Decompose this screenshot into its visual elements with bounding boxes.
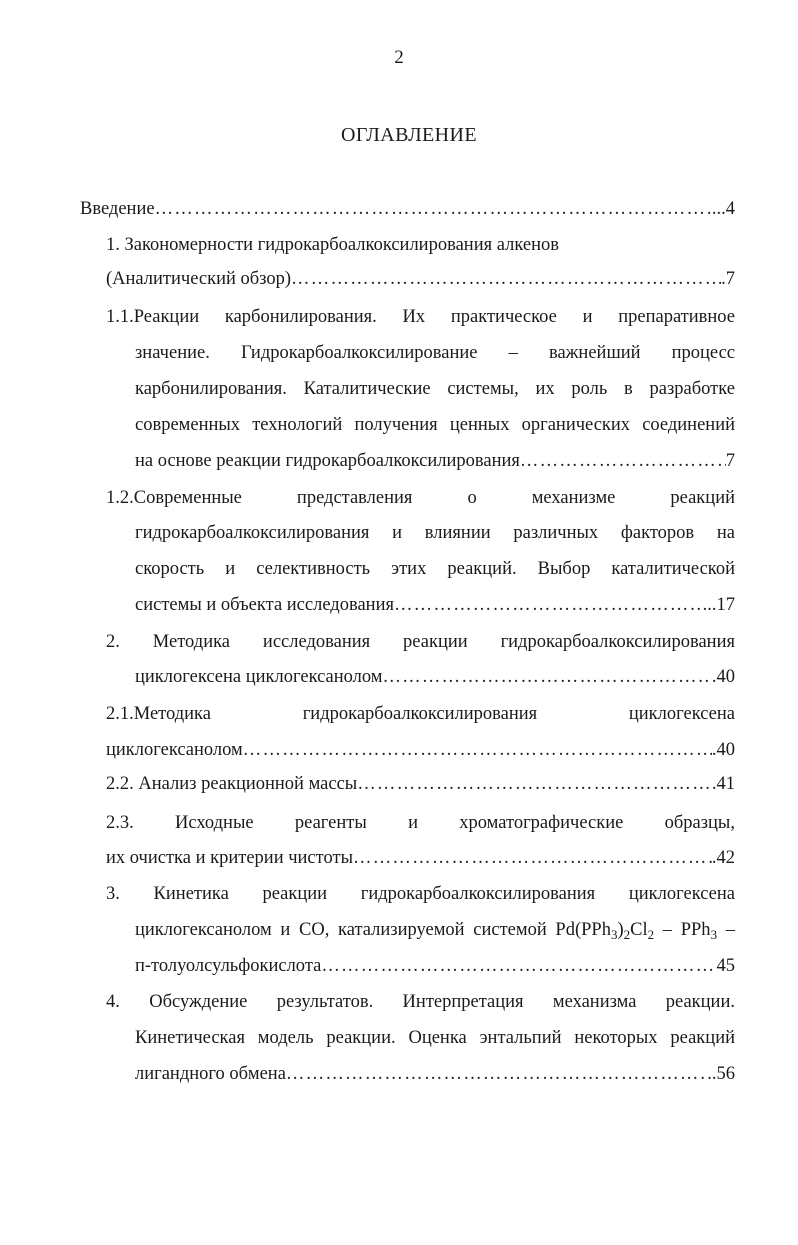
toc-entry-ch4[interactable]	[135, 1063, 735, 1085]
toc-entry-1-1-line4[interactable]: современных технологий получения ценных органических соединений	[135, 415, 735, 435]
dot-leader	[291, 268, 721, 290]
toc-entry-text: их очистка и критерии чистоты	[106, 848, 354, 868]
dot-leader	[394, 594, 707, 616]
toc-page-number: ..56	[707, 1064, 735, 1084]
dot-leader	[286, 1063, 707, 1085]
toc-entry-ch3[interactable]	[135, 955, 735, 977]
formula-text: циклогексанолом и СО, катализируемой системой Pd(PPh	[135, 920, 611, 940]
dot-leader	[520, 450, 726, 472]
toc-entry-ch2[interactable]	[135, 666, 735, 688]
toc-page-number: .40	[711, 667, 735, 687]
formula-text: )	[617, 920, 624, 940]
toc-entry-text: системы и объекта исследования	[135, 595, 394, 615]
toc-entry-2-2[interactable]	[106, 773, 735, 795]
toc-entry-ch2-line1[interactable]: 2. Методика исследования реакции гидрокарбоалкоксилирования	[106, 632, 735, 652]
toc-entry-ch3-line1[interactable]: 3. Кинетика реакции гидрокарбоалкоксилирования циклогексена	[106, 884, 735, 904]
toc-entry-text: циклогексена циклогексанолом	[135, 667, 383, 687]
toc-entry-1-1-line1[interactable]: 1.1.Реакции карбонилирования. Их практическое и препаративное	[106, 307, 735, 327]
toc-entry-2-1-line1[interactable]: 2.1.Методика гидрокарбоалкоксилирования циклогексена	[106, 704, 735, 724]
toc-page-number: 7	[725, 451, 735, 471]
toc-entry-text: на основе реакции гидрокарбоалкоксилирования	[135, 451, 520, 471]
toc-entry-1-2-line2[interactable]: гидрокарбоалкоксилирования и влиянии различных факторов на	[135, 523, 735, 543]
toc-entry-2-1[interactable]	[106, 739, 735, 761]
toc-entry-1-2-line1[interactable]: 1.2.Современные представления о механизме реакций	[106, 488, 735, 508]
toc-entry-ch3-line2[interactable]	[135, 919, 735, 941]
toc-entry-1-2[interactable]	[135, 594, 735, 616]
page-title: ОГЛАВЛЕНИЕ	[341, 124, 477, 146]
toc-entry-1-1-line3[interactable]: карбонилирования. Каталитические системы, их роль в разработке	[135, 379, 735, 399]
formula-subscript: 2	[647, 927, 655, 942]
toc-entry-ch1[interactable]	[106, 268, 735, 290]
page-number: 2	[394, 47, 404, 68]
toc-entry-text: циклогексанолом	[106, 740, 243, 760]
toc-page-number: .42	[711, 848, 735, 868]
dot-leader	[155, 198, 712, 220]
toc-page-number: ..17	[707, 595, 735, 615]
formula-text: –	[717, 920, 735, 940]
dot-leader	[243, 739, 712, 761]
toc-entry-ch4-line1[interactable]: 4. Обсуждение результатов. Интерпретация механизма реакции.	[106, 992, 735, 1012]
toc-entry-1-1-line2[interactable]: значение. Гидрокарбоалкоксилирование – важнейший процесс	[135, 343, 735, 363]
toc-page-number: .40	[711, 740, 735, 760]
formula-text: – PPh	[654, 920, 711, 940]
toc-entry-ch4-line2[interactable]: Кинетическая модель реакции. Оценка энтальпий некоторых реакций	[135, 1028, 735, 1048]
toc-page-number: .7	[721, 269, 735, 289]
toc-entry-text: лигандного обмена	[135, 1064, 286, 1084]
toc-entry-1-1[interactable]	[135, 450, 735, 472]
toc-page-number: ...4	[711, 199, 735, 219]
dot-leader	[382, 666, 711, 688]
toc-entry-2-3[interactable]	[106, 847, 735, 869]
toc-page-number: .41	[711, 774, 735, 794]
toc-entry-2-3-line1[interactable]: 2.3. Исходные реагенты и хроматографические образцы,	[106, 813, 735, 833]
toc-entry-text: (Аналитический обзор)	[106, 269, 292, 289]
toc-entry-ch1-line1[interactable]: 1. Закономерности гидрокарбоалкоксилирования алкенов	[106, 235, 559, 255]
formula-subscript: 3	[710, 927, 718, 942]
toc-entry-1-2-line3[interactable]: скорость и селективность этих реакций. Выбор каталитической	[135, 559, 735, 579]
dot-leader	[321, 955, 716, 977]
toc-entry-text: 2.2. Анализ реакционной массы	[106, 774, 358, 794]
toc-page-number: 45	[716, 956, 735, 976]
formula-text: Cl	[630, 920, 648, 940]
dot-leader	[357, 773, 712, 795]
toc-entry-text: п-толуолсульфокислота	[135, 956, 322, 976]
formula-subscript: 3	[610, 927, 618, 942]
toc-entry-intro[interactable]	[80, 198, 735, 220]
formula-subscript: 2	[623, 927, 631, 942]
toc-entry-text: Введение	[80, 199, 155, 219]
dot-leader	[353, 847, 712, 869]
